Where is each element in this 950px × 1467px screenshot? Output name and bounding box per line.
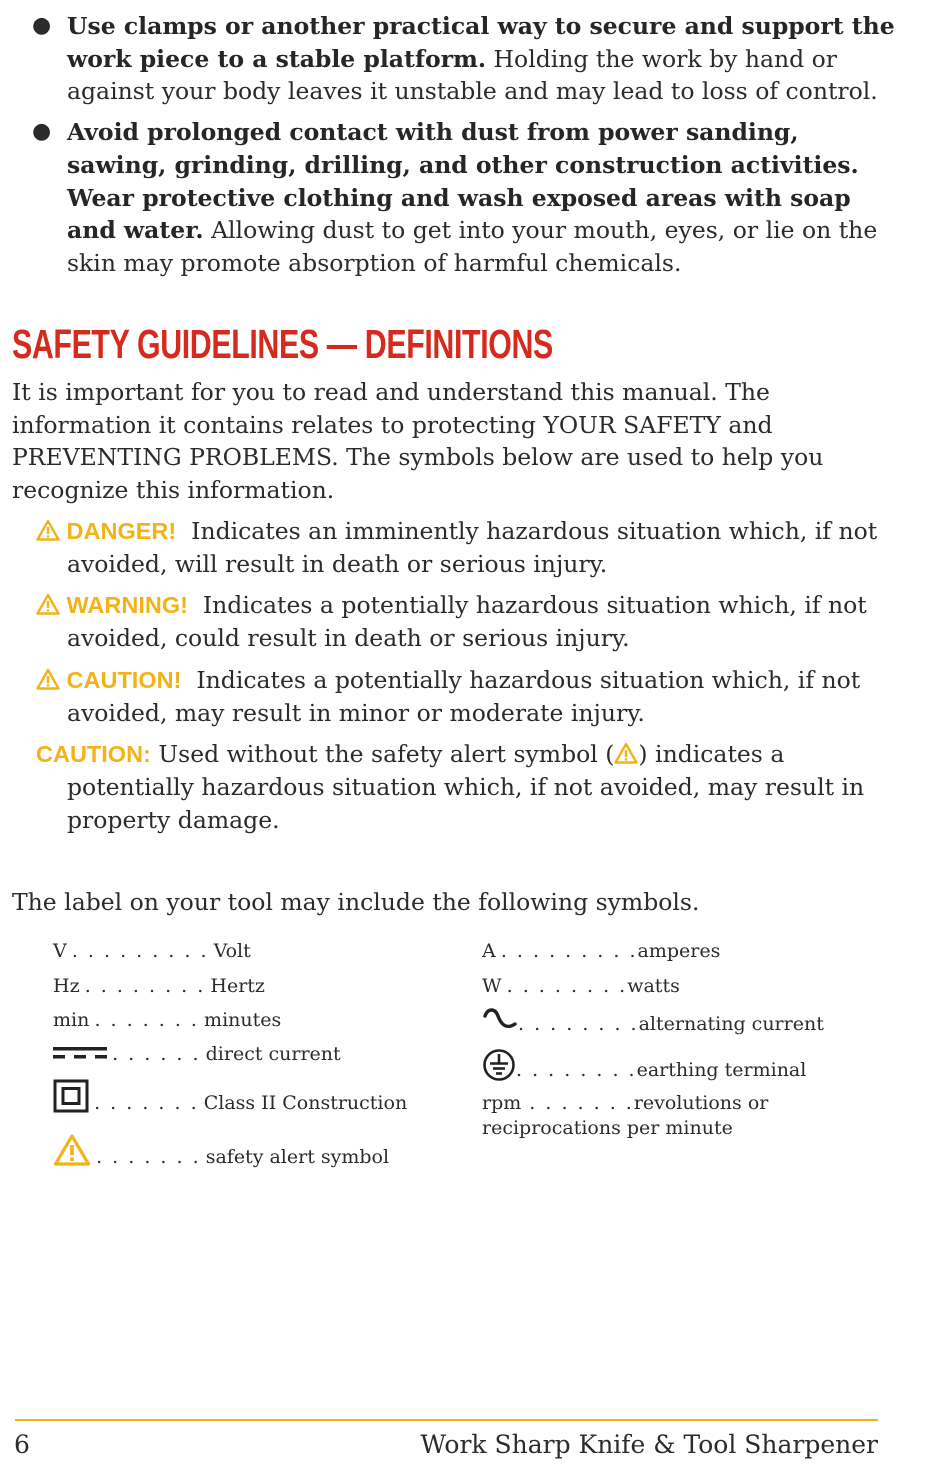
symbol-row [53, 1009, 281, 1031]
safety-alert-icon [614, 742, 638, 764]
signal-word: CAUTION! [66, 666, 182, 693]
leader-dots: . . . . . . . . [516, 1059, 637, 1081]
bullet-dot: ● [32, 13, 52, 38]
bullet-bold-text: Avoid prolonged contact with dust from power sanding, sawing, grinding, drilling, and other construction activities. Wear protective clothing and wash exposed areas with soap and water. [67, 118, 859, 245]
signal-word: WARNING! [66, 592, 188, 619]
leader-dots: . . . . . . . [96, 1146, 201, 1168]
class-ii-icon [53, 1079, 89, 1113]
bullet-text: Holding the work by hand or against your body leaves it unstable and may lead to loss of control. [67, 44, 878, 106]
leader-dots: . . . . . . . . . [500, 940, 638, 962]
symbol-key: A [482, 940, 496, 962]
symbol-row [482, 1048, 806, 1082]
definition-text-after: ) indicates a potentially hazardous situation which, if not avoided, may result in property damage. [67, 740, 865, 834]
symbol-row [53, 940, 251, 962]
definition-text-before: Used without the safety alert symbol ( [158, 740, 615, 769]
symbol-meaning: Volt [213, 940, 251, 962]
symbol-row [53, 1079, 407, 1114]
symbol-row [482, 1092, 768, 1114]
warning-signal [36, 592, 188, 618]
safety-alert-icon [36, 519, 60, 541]
bullet-item [30, 116, 900, 280]
definition-caution [36, 664, 896, 729]
symbol-row [53, 1043, 341, 1065]
definitions-list [36, 515, 896, 845]
bullet-bold-text: Use clamps or another practical way to secure and support the work piece to a stable platform. [67, 12, 895, 73]
leader-dots: . . . . . . [112, 1043, 201, 1065]
section-heading: SAFETY GUIDELINES — DEFINITIONS [12, 321, 553, 367]
symbol-row [53, 975, 265, 997]
footer-title: Work Sharp Knife & Tool Sharpener [420, 1430, 878, 1459]
safety-alert-icon [36, 593, 60, 615]
symbol-meaning: safety alert symbol [205, 1146, 390, 1168]
definition-warning [36, 589, 896, 654]
symbol-meaning: alternating current [638, 1013, 824, 1035]
leader-dots: . . . . . . . [94, 1092, 199, 1114]
caution-plain-signal: CAUTION: [36, 741, 151, 768]
signal-word: DANGER! [66, 518, 177, 544]
safety-bullet-list [30, 10, 900, 288]
bullet-dot: ● [32, 119, 52, 145]
symbol-row [53, 1133, 389, 1168]
symbol-key: rpm [482, 1092, 522, 1114]
leader-dots: . . . . . . . . [506, 975, 628, 997]
definition-text: Indicates an imminently hazardous situation which, if not avoided, will result in death or serious injury. [67, 517, 878, 578]
leader-dots: . . . . . . . . [84, 975, 206, 997]
symbol-meaning: revolutions or [633, 1092, 769, 1114]
bullet-text: Allowing dust to get into your mouth, eyes, or lie on the skin may promote absorption of harmful chemicals. [67, 216, 878, 277]
symbol-meaning: watts [627, 975, 680, 997]
symbol-row [482, 1006, 824, 1035]
definition-text: Indicates a potentially hazardous situation which, if not avoided, could result in death or serious injury. [67, 591, 867, 653]
label-intro: The label on your tool may include the following symbols. [12, 888, 700, 916]
caution-signal [36, 667, 181, 693]
symbol-meaning: earthing terminal [636, 1059, 807, 1081]
symbol-row [482, 975, 680, 997]
page-number: 6 [14, 1430, 30, 1459]
symbol-meaning: direct current [205, 1043, 341, 1065]
symbol-row-continued [482, 1117, 733, 1139]
definition-text: Indicates a potentially hazardous situation which, if not avoided, may result in minor or moderate injury. [67, 665, 861, 727]
leader-dots: . . . . . . . [94, 1009, 199, 1031]
symbol-meaning: amperes [637, 940, 721, 962]
intro-paragraph: It is important for you to read and understand this manual. The information it contains relates to protecting YOUR SAFETY and PREVENTING PROBLEMS. The symbols below are used to help you recognize this information. [12, 378, 824, 505]
leader-dots: . . . . . . . . . [71, 940, 209, 962]
alternating-current-icon [482, 1006, 518, 1034]
definition-caution-plain [36, 738, 896, 836]
earthing-terminal-icon [482, 1048, 516, 1082]
safety-alert-icon [53, 1133, 91, 1167]
symbol-meaning: Hertz [210, 975, 265, 997]
footer-rule [15, 1419, 878, 1421]
definition-danger [36, 515, 896, 580]
safety-alert-icon [36, 668, 60, 690]
bullet-item [30, 10, 900, 108]
symbol-meaning: Class II Construction [203, 1092, 408, 1114]
leader-dots: . . . . . . . [521, 1092, 634, 1114]
symbol-key: W [482, 975, 502, 997]
leader-dots: . . . . . . . . [518, 1013, 639, 1035]
symbol-key: min [53, 1009, 90, 1031]
symbol-key: Hz [53, 975, 80, 997]
danger-signal [36, 518, 176, 544]
symbol-row [482, 940, 720, 962]
direct-current-icon [53, 1044, 107, 1062]
symbol-key: V [53, 940, 67, 962]
symbol-meaning: minutes [204, 1009, 282, 1031]
symbol-meaning-continued: reciprocations per minute [482, 1117, 733, 1139]
